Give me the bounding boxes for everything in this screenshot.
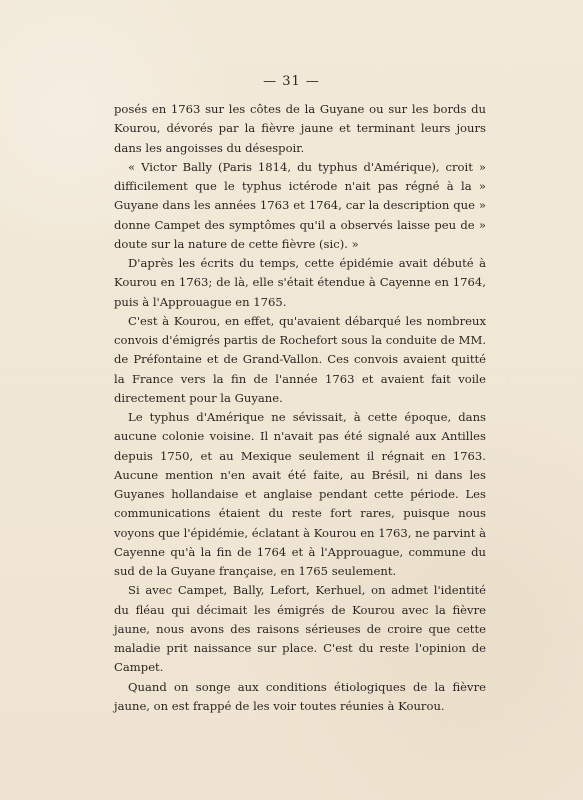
paragraph-5: Le typhus d'Amérique ne sévissait, à cette époque, dans aucune colonie voisine. Il n'avait pas été signalé aux Antilles depuis 1750, et au Mexique seulement il régnait en 1763. Aucune mention n'en avait été faite, au Brésil, ni dans les Guyanes hollandaise et anglaise pendant cette période. Les communications étaient du reste fort rares, puisque nous voyons que l'épidémie, éclatant à Kourou en 1763, ne parvint à Cayenne qu'à la fin de 1764 et à l'Approuague, commune du sud de la Guyane française, en 1765 seulement. xyxy=(114,410,486,578)
paragraph-6: Si avec Campet, Bally, Lefort, Kerhuel, on admet l'identité du fléau qui décimait les émigrés de Kourou avec la fièvre jaune, nous avons des raisons sérieuses de croire que cette maladie prit naissance sur place. C'est du reste l'opinion de Campet. xyxy=(114,583,486,675)
paragraph-4: C'est à Kourou, en effet, qu'avaient débarqué les nombreux convois d'émigrés partis de Rochefort sous la conduite de MM. de Préfontaine et de Grand-Vallon. Ces convois avaient quitté la France vers la fin de l'année 1763 et avaient fait voile directement pour la Guyane. xyxy=(114,313,486,405)
page-number: — 31 — xyxy=(263,74,320,89)
paragraph-7: Quand on songe aux conditions étiologiques de la fièvre jaune, on est frappé de les voir toutes réunies à Kourou. xyxy=(114,679,486,713)
body-text xyxy=(114,100,486,716)
paragraph-1: posés en 1763 sur les côtes de la Guyane ou sur les bords du Kourou, dévorés par la fièvre jaune et terminant leurs jours dans les angoisses du désespoir. xyxy=(114,102,486,155)
paragraph-2: « Victor Bally (Paris 1814, du typhus d'Amérique), croit » difficilement que le typhus ictérode n'ait pas régné à la » Guyane dans les années 1763 et 1764, car la description que » donne Campet des symptômes qu'il a observés laisse peu de » doute sur la nature de cette fièvre (sic). » xyxy=(114,159,486,251)
paragraph-3: D'après les écrits du temps, cette épidémie avait débuté à Kourou en 1763; de là, elle s'était étendue à Cayenne en 1764, puis à l'Approuague en 1765. xyxy=(114,256,486,309)
